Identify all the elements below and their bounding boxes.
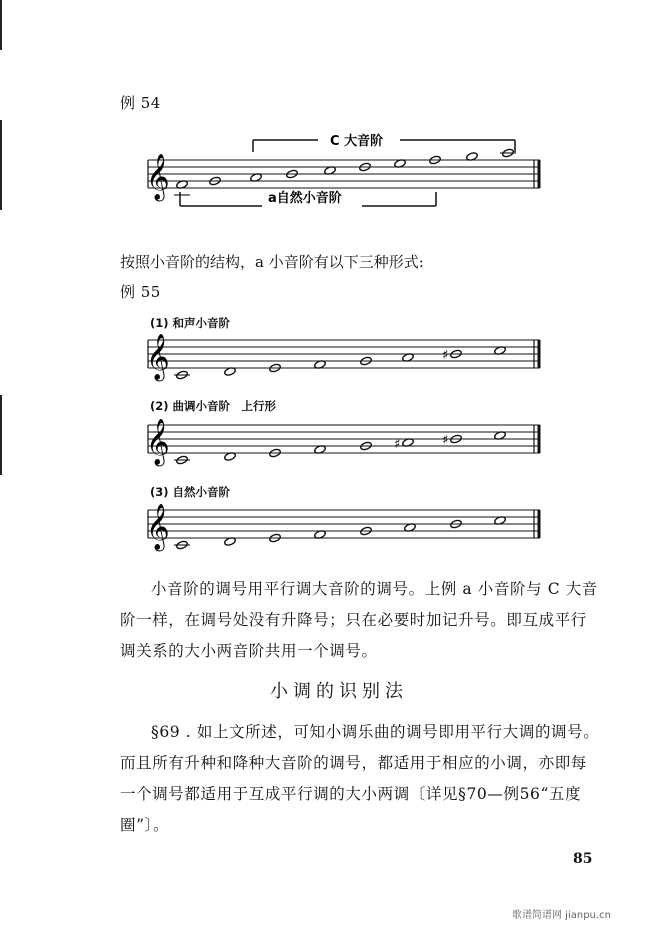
intro-sentence: 按照小音阶的结构，a 小音阶有以下三种形式: <box>120 253 424 271</box>
harmonic-minor-label: (1) 和声小音阶 <box>150 316 231 330</box>
scan-edge-mark <box>0 0 2 50</box>
paragraph-key-signature: 小音阶的调号用平行调大音阶的调号。上例 a 小音阶与 C 大音阶一样，在调号处没有升降号；只在必要时加记升号。即互成平行调关系的大小两音阶共用一个调号。 <box>120 580 598 660</box>
watermark: 歌谱简谱网 jianpu.cn <box>512 910 611 921</box>
section-heading: 小调的识别法 <box>270 681 408 702</box>
treble-clef-icon: 𝄞 <box>146 154 170 200</box>
treble-clef-icon: 𝄞 <box>146 419 170 465</box>
a-natural-minor-label: a自然小音阶 <box>268 191 342 206</box>
c-major-label: C 大音阶 <box>330 134 384 149</box>
example-54-staff <box>0 130 655 350</box>
natural-minor-staff <box>0 505 655 565</box>
page-number: 85 <box>573 851 593 867</box>
harmonic-minor-staff <box>0 335 655 395</box>
treble-clef-icon: 𝄞 <box>146 334 170 380</box>
sharp-icon: ♯ <box>442 348 449 363</box>
paragraph-section-69: §69 . 如上文所述，可知小调乐曲的调号即用平行大调的调号。而且所有升种和降种大音阶的调号，都适用于相应的小调，亦即每一个调号都适用于互成平行调的大小两调〔详见§70—例56“五度圈”〕。 <box>120 723 600 834</box>
treble-clef-icon: 𝄞 <box>146 504 170 550</box>
natural-minor-label: (3) 自然小音阶 <box>150 485 231 499</box>
melodic-minor-staff <box>0 420 655 480</box>
sharp-icon: ♯ <box>394 437 401 452</box>
notes <box>176 148 515 189</box>
c-major-bracket <box>253 140 515 152</box>
melodic-minor-label: (2) 曲调小音阶 上行形 <box>150 399 277 413</box>
sharp-icon: ♯ <box>442 433 449 448</box>
staff-lines <box>148 160 540 188</box>
example-55-label: 例 55 <box>120 283 161 301</box>
example-54-label: 例 54 <box>120 94 161 112</box>
